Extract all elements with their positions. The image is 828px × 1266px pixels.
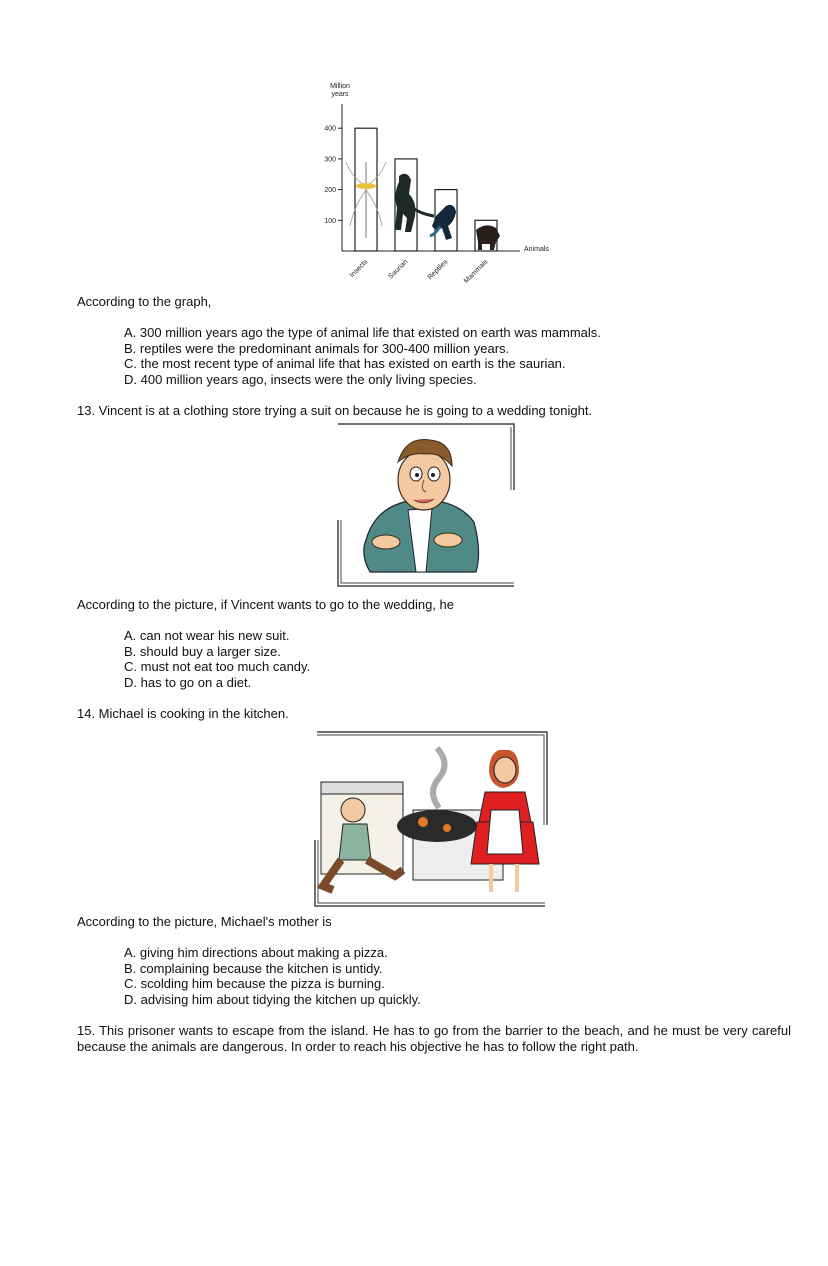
q12-options	[124, 325, 601, 388]
q14-option-b[interactable]: B. complaining because the kitchen is untidy.	[124, 960, 383, 976]
vincent-illustration	[336, 422, 516, 588]
q12-option-a[interactable]: A. 300 million years ago the type of animal life that existed on earth was mammals.	[124, 325, 601, 340]
x-axis-label: Animals	[524, 246, 549, 253]
q15-text: 15. This prisoner wants to escape from the island. He has to go from the barrier to the beach, and he must be very careful because the animals are dangerous. In order to reach his objective he has to follow the right path.	[77, 1023, 791, 1054]
q14-prompt: According to the picture, Michael's mother is	[77, 914, 332, 929]
q14-option-d[interactable]: D. advising him about tidying the kitchen up quickly.	[124, 992, 421, 1008]
q14-option-c[interactable]: C. scolding him because the pizza is burning.	[124, 976, 385, 992]
q13-option-c[interactable]: C. must not eat too much candy.	[124, 659, 311, 675]
q12-option-c[interactable]: C. the most recent type of animal life that has existed on earth is the saurian.	[124, 356, 566, 372]
q14-options	[124, 945, 421, 1008]
y-tick-label: 300	[324, 156, 336, 164]
q12-option-b[interactable]: B. reptiles were the predominant animals for 300-400 million years.	[124, 340, 510, 356]
x-tick-label-insects: Insects	[348, 258, 370, 280]
q14-intro: 14. Michael is cooking in the kitchen.	[77, 706, 289, 721]
x-tick-label-saurian: Saurian	[387, 258, 410, 281]
q12-prompt: According to the graph,	[77, 294, 212, 309]
y-tick-label: 200	[324, 187, 336, 195]
q13-options	[124, 628, 310, 691]
y-tick-label: 100	[324, 217, 336, 225]
y-axis-label-line2: years	[331, 91, 349, 98]
y-tick-label: 400	[324, 125, 336, 133]
q12-option-d[interactable]: D. 400 million years ago, insects were the only living species.	[124, 372, 477, 388]
q13-option-a[interactable]: A. can not wear his new suit.	[124, 628, 290, 643]
kitchen-illustration	[313, 730, 549, 908]
x-tick-label-reptiles: Reptiles	[426, 258, 450, 282]
q14-option-a[interactable]: A. giving him directions about making a pizza.	[124, 945, 388, 960]
q13-intro: 13. Vincent is at a clothing store trying a suit on because he is going to a wedding tonight.	[77, 403, 593, 418]
q13-option-d[interactable]: D. has to go on a diet.	[124, 675, 252, 691]
insect-illustration	[346, 162, 386, 238]
q13-option-b[interactable]: B. should buy a larger size.	[124, 643, 281, 659]
q13-prompt: According to the picture, if Vincent wants to go to the wedding, he	[77, 597, 454, 612]
x-tick-label-mammals: Mammals	[463, 258, 490, 285]
y-axis-label-line1: Million	[330, 83, 350, 90]
bar-chart	[0, 0, 828, 300]
